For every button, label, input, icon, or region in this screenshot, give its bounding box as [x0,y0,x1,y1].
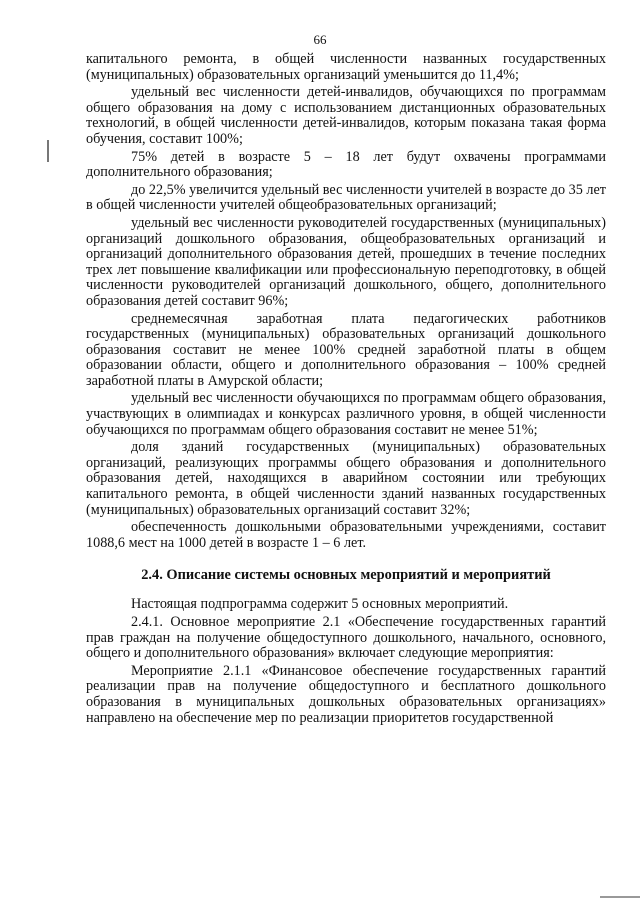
section-heading: 2.4. Описание системы основных мероприятий и мероприятий [141,567,551,584]
paragraph-5: удельный вес численности руководителей государственных (муниципальных) организаций дошкольного образования, общеобразовательных организаций и организаций дополнительного образования детей, прошедших в течение последних трех лет повышение квалификации или профессиональную переподготовку, в общей численности руководителей организаций дошкольного, общего, дополнительного образования детей составит 96%; [86,214,606,309]
paragraph-4: до 22,5% увеличится удельный вес численности учителей в возрасте до 35 лет в общей численности учителей общеобразовательных организаций; [86,181,606,214]
paragraph-8: доля зданий государственных (муниципальных) образовательных организаций, реализующих программы общего образования и дополнительного образования детей, находящихся в аварийном состоянии или требующих капитального ремонта, в общей численности зданий названных государственных (муниципальных) образовательных организаций составит 32%; [86,439,606,518]
paragraph-9: обеспеченность дошкольными образовательными учреждениями, составит 1088,6 мест на 1000 детей в возрасте 1 – 6 лет. [86,519,606,551]
page-number: 66 [313,32,327,47]
section-paragraph-2: 2.4.1. Основное мероприятие 2.1 «Обеспечение государственных гарантий прав граждан на получение общедоступного дошкольного, начального, основного, общего и дополнительного образования» включает следующие мероприятия: [86,614,606,662]
paragraph-1: капитального ремонта, в общей численности названных государственных (муниципальных) образовательных организаций уменьшится до 11,4%; [86,51,606,83]
scan-artifact-mark [47,140,49,162]
document-body [86,52,606,728]
paragraph-7: удельный вес численности обучающихся по программам общего образования, участвующих в олимпиадах и конкурсах различного уровня, в общей численности обучающихся по программам общего образования составит не менее 51%; [86,390,606,438]
section-paragraph-3: Мероприятие 2.1.1 «Финансовое обеспечение государственных гарантий реализации прав на получение общедоступного и бесплатного дошкольного образования в муниципальных дошкольных образовательных организациях» направлено на обеспечение мер по реализации приоритетов государственной [86,662,606,726]
paragraph-2: удельный вес численности детей-инвалидов, обучающихся по программам общего образования на дому с использованием дистанционных образовательных технологий, в общей численности детей-инвалидов, которым показана такая форма обучения, составит 100%; [86,84,606,147]
paragraph-6: среднемесячная заработная плата педагогических работников государственных (муниципальных) образовательных организаций дошкольного образования составит не менее 100% средней заработной платы в общем образовании области, общего и дополнительного образования – 100% средней заработной платы в Амурской области; [86,310,606,389]
paragraph-3: 75% детей в возрасте 5 – 18 лет будут охвачены программами дополнительного образования; [86,148,606,181]
section-paragraph-1: Настоящая подпрограмма содержит 5 основных мероприятий. [131,596,509,613]
scan-artifact-mark [600,896,640,898]
